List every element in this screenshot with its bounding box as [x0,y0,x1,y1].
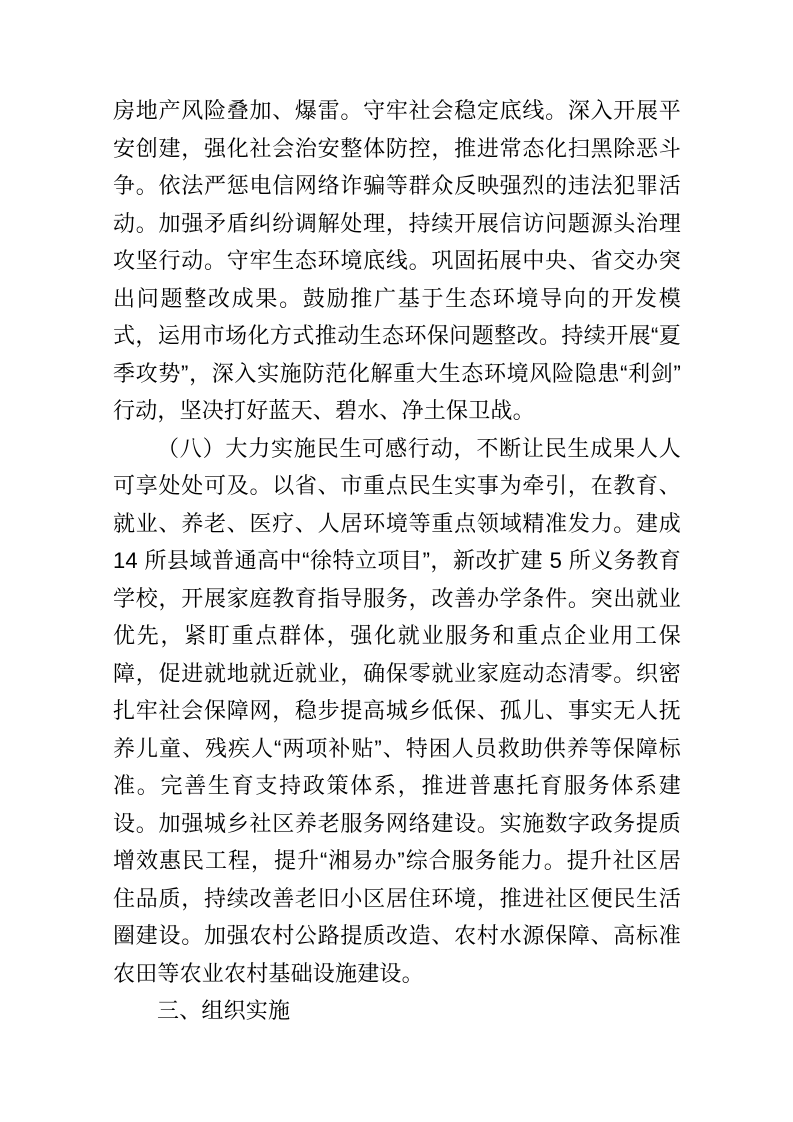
page-body-text [113,92,681,1030]
paragraph-item-8: （八）大力实施民生可感行动，不断让民生成果人人可享处处可及。以省、市重点民生实事为牵引，在教育、就业、养老、医疗、人居环境等重点领域精准发力。建成 14 所县域普通高中“徐特立项目”，新改扩建 5 所义务教育学校，开展家庭教育指导服务，改善办学条件。突出就业优先，紧盯重点群体，强化就业服务和重点企业用工保障，促进就地就近就业，确保零就业家庭动态清零。织密扎牢社会保障网，稳步提高城乡低保、孤儿、事实无人抚养儿童、残疾人“两项补贴”、特困人员救助供养等保障标准。完善生育支持政策体系，推进普惠托育服务体系建设。加强城乡社区养老服务网络建设。实施数字政务提质增效惠民工程，提升“湘易办”综合服务能力。提升社区居住品质，持续改善老旧小区居住环境，推进社区便民生活圈建设。加强农村公路提质改造、农村水源保障、高标准农田等农业农村基础设施建设。 [113,435,681,986]
section-heading-organization-implementation: 三、组织实施 [157,998,291,1023]
paragraph-continuation: 房地产风险叠加、爆雷。守牢社会稳定底线。深入开展平安创建，强化社会治安整体防控，推进常态化扫黑除恶斗争。依法严惩电信网络诈骗等群众反映强烈的违法犯罪活动。加强矛盾纠纷调解处理，持续开展信访问题源头治理攻坚行动。守牢生态环境底线。巩固拓展中央、省交办突出问题整改成果。鼓励推广基于生态环境导向的开发模式，运用市场化方式推动生态环保问题整改。持续开展“夏季攻势”，深入实施防范化解重大生态环境风险隐患“利剑”行动，坚决打好蓝天、碧水、净土保卫战。 [113,98,681,423]
